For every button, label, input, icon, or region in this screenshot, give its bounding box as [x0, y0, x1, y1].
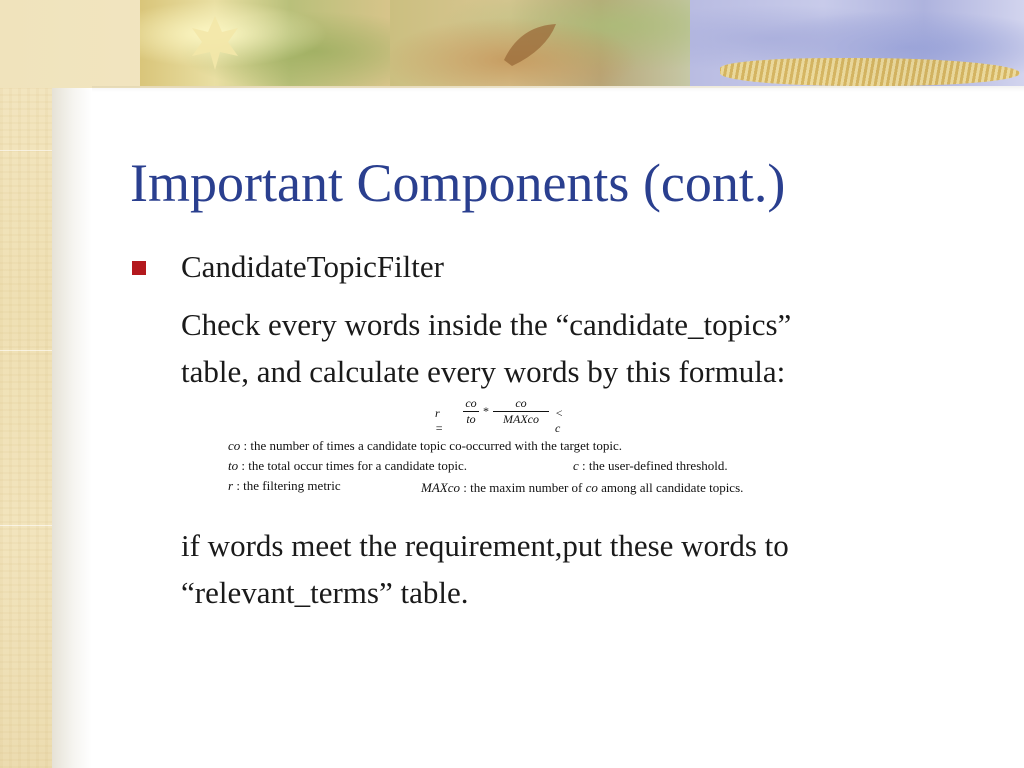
symbol: c [573, 458, 579, 473]
body-paragraph-2 [181, 522, 789, 616]
paragraph-line: table, and calculate every words by this formula: [181, 354, 786, 389]
strip-seam [0, 350, 52, 351]
leaf-icon [500, 20, 560, 70]
symbol: MAXco [421, 480, 460, 495]
left-shadow [52, 0, 92, 768]
fraction-denominator: to [463, 411, 479, 427]
definition-r-and-maxco [228, 476, 744, 496]
paragraph-line: Check every words inside the “candidate_topics” [181, 307, 792, 342]
definition-text: : the total occur times for a candidate topic. [238, 458, 467, 473]
bullet-heading: CandidateTopicFilter [181, 249, 444, 284]
fraction-co-over-maxco [493, 396, 549, 427]
symbol: co [585, 480, 598, 495]
definition-text: : the user-defined threshold. [578, 458, 728, 473]
strip-seam [0, 150, 52, 151]
definition-to-and-c [228, 456, 728, 476]
definition-text: among all candidate topics. [597, 480, 744, 495]
leaf-image-panel [140, 0, 390, 86]
bullet-marker [132, 261, 146, 275]
formula-lhs: r = [435, 406, 444, 435]
paragraph-line: “relevant_terms” table. [181, 575, 469, 610]
definition-text: : the filtering metric [233, 478, 341, 493]
symbol: co [228, 438, 241, 453]
definition-co [228, 436, 622, 456]
fraction-numerator: co [515, 396, 527, 410]
definition-c [573, 456, 728, 476]
definition-text: : the maxim number of [459, 480, 586, 495]
formula-image [225, 398, 845, 498]
fraction-denominator: MAXco [493, 411, 549, 427]
formula-definitions [228, 436, 744, 496]
top-decorative-band [0, 0, 1024, 88]
formula-times: * [483, 404, 489, 418]
slide-title: Important Components (cont.) [130, 153, 786, 213]
formula-rhs: < c [555, 406, 564, 435]
fraction-numerator: co [465, 396, 477, 410]
body-paragraph-1 [181, 301, 791, 395]
wheat-image [720, 58, 1020, 86]
leaf-icon [190, 14, 240, 72]
fraction-co-over-to [463, 396, 479, 427]
strip-seam [0, 525, 52, 526]
symbol: to [228, 458, 239, 473]
symbol: r [228, 478, 234, 493]
definition-maxco [421, 478, 743, 498]
paragraph-line: if words meet the requirement,put these words to [181, 528, 789, 563]
definition-text: : the number of times a candidate topic co-occurred with the target topic. [240, 438, 622, 453]
band-shadow [92, 86, 1024, 92]
left-decorative-strip [0, 0, 52, 768]
